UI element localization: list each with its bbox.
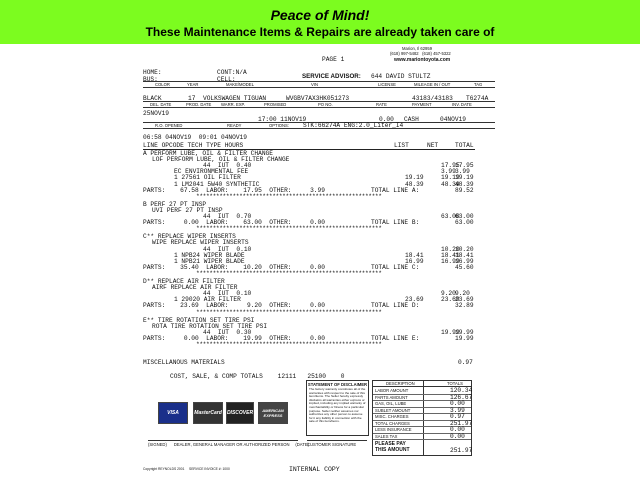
op-stars-separator: ******************************************************** bbox=[196, 192, 382, 200]
copyright: Copyright REYNOLDS 2001 SERVICE INVOICE #: 1000 bbox=[143, 467, 230, 471]
banner-title: Peace of Mind! bbox=[270, 7, 370, 23]
promo-banner bbox=[0, 0, 640, 44]
vehicle-color: BLACK bbox=[143, 95, 162, 102]
misc-value: 0.97 bbox=[458, 359, 473, 366]
op-total-line-value: 32.89 bbox=[455, 302, 474, 310]
hdr-inv-date: INV. DATE bbox=[452, 102, 472, 107]
op-parts-line: PARTS: 35.40 LABOR: 10.20 OTHER: 0.00 bbox=[143, 263, 325, 271]
op-item-list: 18.41 bbox=[405, 251, 424, 259]
hdr-payment: PAYMENT bbox=[412, 102, 432, 107]
hdr-mileage: MILEAGE IN / OUT bbox=[414, 82, 451, 87]
totals-row-label: GAS, OIL, LUBE bbox=[375, 401, 407, 406]
op-item-list: 19.19 bbox=[405, 174, 424, 182]
totals-row-value: 251.97 bbox=[450, 419, 473, 427]
totals-row-value: 126.67 bbox=[450, 393, 473, 401]
op-item-net: 18.41 bbox=[441, 251, 460, 259]
vehicle-mileage: 43183/43183 bbox=[412, 95, 453, 102]
op-parts-line: PARTS: 0.00 LABOR: 19.99 OTHER: 0.00 bbox=[143, 334, 325, 342]
op-item-net: 3.99 bbox=[441, 168, 456, 176]
vehicle-make: VOLKSWAGEN TIGUAN bbox=[203, 95, 267, 102]
op-tech-total: 10.20 bbox=[455, 245, 474, 253]
internal-copy: INTERNAL COPY bbox=[289, 466, 340, 473]
please-pay-amount: 251.97 bbox=[450, 447, 473, 454]
totals-row-value: 3.99 bbox=[450, 406, 465, 414]
del-date: 25NOV19 bbox=[143, 110, 169, 117]
op-subtitle: AIRF REPLACE AIR FILTER bbox=[152, 284, 238, 292]
hdr-promised: PROMISED bbox=[264, 102, 287, 107]
bus-label: BUS: bbox=[143, 76, 158, 83]
hdr-color: COLOR bbox=[155, 82, 170, 87]
op-item-total: 3.99 bbox=[455, 168, 470, 176]
totals-row-label: TOTAL CHARGES bbox=[375, 420, 410, 426]
signed-line: (SIGNED) DEALER, GENERAL MANAGER OR AUTHORIZED PERSON (DATE) bbox=[148, 442, 310, 447]
op-tech-net: 10.20 bbox=[441, 245, 460, 253]
totals-row-value: 0.97 bbox=[450, 413, 465, 420]
op-stars-separator: ******************************************************** bbox=[196, 269, 382, 277]
op-item-desc: 1 NPB24 WIPER BLADE bbox=[174, 251, 245, 259]
hdr-make: MAKE/MODEL bbox=[226, 82, 254, 87]
mastercard-card bbox=[193, 402, 223, 424]
op-total-line-label: TOTAL LINE C: bbox=[371, 263, 420, 271]
op-item-total: 18.41 bbox=[455, 251, 474, 259]
please-pay-line2: THIS AMOUNT bbox=[375, 447, 410, 453]
op-parts-line: PARTS: 0.00 LABOR: 63.00 OTHER: 0.00 bbox=[143, 219, 325, 227]
inv-date: 04NOV19 bbox=[440, 116, 466, 123]
op-parts-line: PARTS: 23.69 LABOR: 9.20 OTHER: 0.00 bbox=[143, 302, 325, 310]
op-tech-line: 44 IUT 0.70 bbox=[203, 213, 252, 220]
op-tech-net: 17.95 bbox=[441, 162, 460, 170]
op-subtitle: LOF PERFORM LUBE, OIL & FILTER CHANGE bbox=[152, 156, 290, 164]
op-total-line-label: TOTAL LINE D: bbox=[371, 302, 420, 310]
op-stars-separator: ******************************************************** bbox=[196, 341, 382, 348]
totals-row-value: 0.00 bbox=[450, 426, 465, 433]
op-stars-separator: ******************************************************** bbox=[196, 225, 382, 233]
op-tech-total: 63.00 bbox=[455, 213, 474, 220]
op-item-total: 23.69 bbox=[455, 296, 474, 304]
dealer-address: Marion, Il 62959 bbox=[402, 46, 433, 51]
rate-value: 0.00 bbox=[379, 116, 394, 123]
totals-desc-header: DESCRIPTION bbox=[386, 381, 415, 386]
op-subtitle: ROTA TIRE ROTATION SET TIRE PSI bbox=[152, 322, 268, 330]
discover-card bbox=[226, 402, 254, 424]
op-title: E** TIRE ROTATION SET TIRE PSI bbox=[143, 316, 255, 324]
banner-subtitle: These Maintenance Items & Repairs are already taken care of bbox=[145, 25, 495, 39]
op-tech-line: 44 IUT 0.40 bbox=[203, 162, 252, 170]
op-stars-separator: ******************************************************** bbox=[196, 308, 382, 316]
amex-label: AMERICAN EXPRESS bbox=[262, 408, 284, 418]
totals-row-label: PARTS AMOUNT bbox=[375, 394, 408, 400]
op-tech-net: 19.99 bbox=[441, 328, 460, 336]
op-total-line-label: TOTAL LINE E: bbox=[371, 334, 420, 342]
op-item-total: 48.39 bbox=[455, 180, 474, 188]
totals-table bbox=[372, 380, 472, 456]
col-header-total: TOTAL bbox=[455, 142, 474, 149]
vehicle-year: 17 bbox=[188, 95, 196, 102]
col-header-list: LIST bbox=[394, 142, 409, 149]
op-item-net: 48.39 bbox=[441, 180, 460, 188]
home-label: HOME: bbox=[143, 69, 162, 76]
hdr-po: PO NO. bbox=[318, 102, 333, 107]
hdr-del-date: DEL. DATE bbox=[150, 102, 172, 107]
op-tech-net: 9.20 bbox=[441, 290, 456, 298]
op-title: C** REPLACE WIPER INSERTS bbox=[143, 233, 236, 241]
hdr-tag: TAG bbox=[474, 82, 483, 87]
timestamp-line: 06:58 04NOV19 09:01 04NOV19 bbox=[143, 134, 247, 141]
op-total-line-value: 89.52 bbox=[455, 186, 474, 194]
please-pay-label bbox=[375, 441, 410, 453]
op-title: D** REPLACE AIR FILTER bbox=[143, 278, 225, 285]
please-pay-line1: PLEASE PAY bbox=[375, 441, 406, 447]
op-total-line-label: TOTAL LINE A: bbox=[371, 186, 420, 194]
disclaimer-text: The factory warranty constitutes all of the warranties with respect to the sale of this item/items. The Seller hereby expressly disclaims all warranties either express or implied, including any implied warranty of merchantability or fitness for a particular purpose. Seller neither assumes nor authorizes any other person to assume for it any liability in connection with the sale of this item/items. bbox=[309, 387, 366, 424]
op-tech-line: 44 IUT 0.10 bbox=[203, 245, 252, 253]
op-subtitle: WIPE REPLACE WIPER INSERTS bbox=[152, 239, 249, 247]
advisor-value: 644 DAVID STULTZ bbox=[371, 73, 431, 80]
amex-card bbox=[258, 402, 288, 424]
op-tech-net: 63.00 bbox=[441, 213, 460, 220]
op-total-line-value: 45.60 bbox=[455, 263, 474, 271]
col-header-net: NET bbox=[427, 142, 439, 149]
hdr-prod-date: PROD. DATE bbox=[186, 102, 212, 107]
options-label: OPTIONS: bbox=[269, 123, 290, 128]
totals-row-value: 120.34 bbox=[450, 387, 473, 394]
op-item-desc: 1 NPB21 WIPER BLADE bbox=[174, 257, 245, 265]
totals-row-label: LABOR AMOUNT bbox=[375, 388, 409, 393]
dealer-phones: (618) 997-5482 (618) 457-5322 bbox=[390, 51, 451, 56]
options-value: STK:66274A ENG:2.0_Liter_I4 bbox=[303, 122, 404, 129]
visa-card bbox=[158, 402, 188, 424]
payment-value: CASH bbox=[404, 116, 419, 123]
op-item-desc: 1 27561 OIL FILTER bbox=[174, 174, 241, 182]
hdr-license: LICENSE bbox=[378, 82, 396, 87]
col-header-line: LINE OPCODE TECH TYPE HOURS bbox=[143, 142, 244, 149]
op-total-line-value: 19.99 bbox=[455, 334, 474, 342]
cont-label: CONT:N/A bbox=[217, 69, 247, 76]
hdr-vin: VIN bbox=[311, 82, 318, 87]
page-number: PAGE 1 bbox=[322, 56, 345, 63]
dealer-website: www.mariontoyota.com bbox=[394, 57, 451, 63]
op-item-list: 48.39 bbox=[405, 180, 424, 188]
visa-label: VISA bbox=[167, 410, 179, 416]
op-item-desc: 1 LM2041 5W40 SYNTHETIC bbox=[174, 180, 260, 188]
misc-label: MISCELLANOUS MATERIALS bbox=[143, 359, 225, 366]
op-item-total: 16.99 bbox=[455, 257, 474, 265]
totals-row bbox=[373, 434, 471, 441]
vehicle-vin: WVGBV7AX3HK051273 bbox=[286, 95, 350, 102]
op-total-line-value: 63.00 bbox=[455, 219, 474, 227]
totals-row-label: MISC. CHARGES bbox=[375, 414, 409, 419]
op-item-desc: 1 29020 AIR FILTER bbox=[174, 296, 241, 304]
disclaimer-box bbox=[306, 380, 369, 436]
op-item-list: 23.69 bbox=[405, 296, 424, 304]
advisor-label: SERVICE ADVISOR: bbox=[302, 73, 361, 80]
mastercard-label: MasterCard bbox=[194, 410, 222, 416]
totals-totals-header: TOTALS bbox=[447, 381, 463, 386]
op-item-net: 16.99 bbox=[441, 257, 460, 265]
totals-row-label: LESS INSURANCE bbox=[375, 427, 412, 432]
op-title: A PERFORM LUBE, OIL & FILTER CHANGE bbox=[143, 150, 273, 157]
promised-date: 17:00 11NOV19 bbox=[258, 116, 307, 123]
op-item-net: 23.69 bbox=[441, 296, 460, 304]
totals-row-label: SALES TAX bbox=[375, 433, 398, 439]
op-parts-line: PARTS: 67.58 LABOR: 17.95 OTHER: 3.99 bbox=[143, 186, 325, 194]
totals-row-value: 0.00 bbox=[450, 400, 465, 407]
disclaimer-title: STATEMENT OF DISCLAIMER bbox=[307, 382, 368, 387]
op-total-line-label: TOTAL LINE B: bbox=[371, 219, 420, 227]
discover-label: DISCOVER bbox=[226, 410, 254, 416]
customer-signature: CUSTOMER SIGNATURE bbox=[307, 440, 367, 447]
op-tech-total: 19.99 bbox=[455, 328, 474, 336]
op-tech-total: 17.95 bbox=[455, 162, 474, 170]
hdr-year: YEAR bbox=[187, 82, 199, 87]
op-item-desc: EC ENVIRONMENTAL FEE bbox=[174, 168, 249, 176]
op-tech-total: 9.20 bbox=[455, 290, 470, 298]
op-tech-line: 44 IUT 0.10 bbox=[203, 290, 252, 298]
vehicle-tag: T6274A bbox=[466, 95, 489, 102]
totals-row-value: 0.00 bbox=[450, 432, 465, 440]
op-item-net: 19.19 bbox=[441, 174, 460, 182]
op-tech-line: 44 IUT 0.30 bbox=[203, 328, 252, 336]
op-subtitle: UVI PERF 27 PT INSP bbox=[152, 206, 223, 214]
ready-label: READY bbox=[227, 123, 242, 128]
cost-line: COST, SALE, & COMP TOTALS 12111 25100 0 bbox=[170, 373, 345, 380]
hdr-warr: WARR. EXP. bbox=[221, 102, 245, 107]
op-title: B PERF 27 PT INSP bbox=[143, 200, 207, 208]
ro-opened-label: R.O. OPENED bbox=[155, 123, 183, 128]
totals-row-label: SUBLET AMOUNT bbox=[375, 407, 411, 413]
hdr-rate: RATE bbox=[376, 102, 387, 107]
op-item-total: 19.19 bbox=[455, 174, 474, 182]
cell-label: CELL: bbox=[217, 76, 236, 83]
op-item-list: 16.99 bbox=[405, 257, 424, 265]
